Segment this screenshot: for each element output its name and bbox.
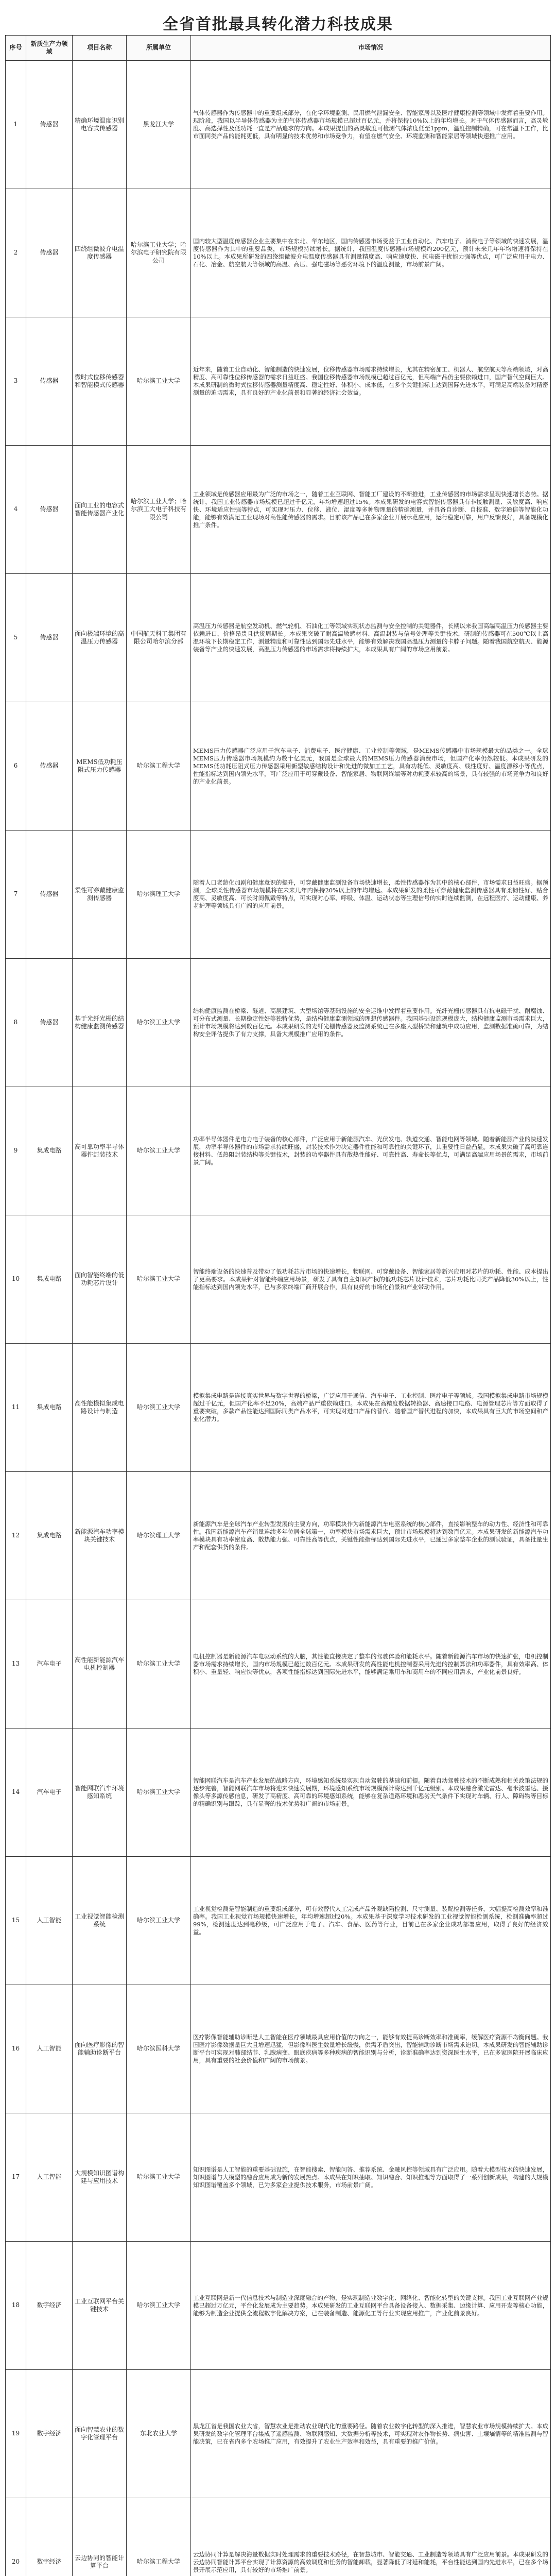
row-project-name: 面向极端环境的高温压力传感器 bbox=[73, 574, 127, 702]
row-number: 9 bbox=[6, 1087, 26, 1215]
row-field: 集成电路 bbox=[26, 1215, 73, 1344]
row-number: 7 bbox=[6, 831, 26, 959]
row-market-description: 黑龙江省是我国农业大省，智慧农业是推动农业现代化的重要路径。随着农业数字化转型的深入推进，智慧农业市场规模持续扩大。本成果研发的数字化管理平台集成了遥感监测、物联网感知、大数据分析等技术，可实现对农作物长势、病虫害、土壤墒情等的精准监测与智能决策，已在省内多个农场推广应用，有效提升了农业生产效率和效益，具有重要的推广价值。 bbox=[191, 2370, 551, 2498]
table-row bbox=[6, 1215, 551, 1344]
row-market-description: 医疗影像智能辅助诊断是人工智能在医疗领域最具应用价值的方向之一，能够有效提高诊断效率和准确率，缓解医疗资源不均衡问题。我国医疗影像数据量巨大且增速迅猛，但影像科医生数量增长缓慢，供需矛盾突出，智能辅助诊断市场需求迫切。本成果研发的智能辅助诊断平台可实现对肺部结节、乳腺病变、眼底疾病等多种疾病的智能识别与分析，诊断准确率达到资深医生水平，已在多家医院开展临床应用，具有重要的社会价值和广阔的市场前景。 bbox=[191, 1985, 551, 2113]
row-project-name: 面向医疗影像的智能辅助诊断平台 bbox=[73, 1985, 127, 2113]
header-field: 新质生产力领域 bbox=[26, 36, 73, 61]
row-project-name: 智能网联汽车环境感知系统 bbox=[73, 1728, 127, 1857]
row-unit: 哈尔滨工业大学 bbox=[127, 317, 191, 446]
row-field: 传感器 bbox=[26, 831, 73, 959]
row-field: 人工智能 bbox=[26, 2113, 73, 2242]
row-project-name: 工业视觉智能检测系统 bbox=[73, 1857, 127, 1985]
row-market-description: 电机控制器是新能源汽车电驱动系统的大脑，其性能直接决定了整车的驾驶体验和能耗水平。随着新能源汽车市场的快速扩张，电机控制器市场需求持续增长，国内市场规模已超过数百亿元。本成果研发的高性能电机控制器采用先进的控制算法和功率器件，具有效率高、体积小、重量轻、响应快等优点，各项性能指标达到国际先进水平，能够满足乘用车和商用车的不同应用需求，产业化前景良好。 bbox=[191, 1600, 551, 1728]
row-unit: 哈尔滨医科大学 bbox=[127, 1985, 191, 2113]
row-number: 18 bbox=[6, 2242, 26, 2370]
row-market-description: 知识图谱是人工智能的重要基础设施，在智能搜索、智能问答、推荐系统、金融风控等领域具有广泛应用。随着大模型技术的快速发展，知识图谱与大模型的融合应用成为新的发展热点。本成果在知识抽取、知识融合、知识推理等方面取得了一系列创新成果，构建的大规模知识图谱覆盖多个领域，已为多家企业提供技术服务，市场前景广阔。 bbox=[191, 2113, 551, 2242]
table-row bbox=[6, 574, 551, 702]
row-field: 人工智能 bbox=[26, 1985, 73, 2113]
row-field: 传感器 bbox=[26, 446, 73, 574]
row-field: 数字经济 bbox=[26, 2370, 73, 2498]
row-market-description: 国内较大型温度传感器企业主要集中在东北、华东地区，国内传感器市场受益于工业自动化、汽车电子、消费电子等领域的快速发展，温度传感器作为其中的重要品类，市场规模持续增长。据统计，我国温度传感器市场规模约200亿元，预计未来几年年均增速将保持在10%以上。本成果所研发的四绕组微波介电温度传感器具有测量精度高、响应速度快、抗电磁干扰能力强等优点，可广泛应用于电力、石化、冶金、航空航天等领域的高温、高压、强电磁场等恶劣环境下的温度测量，市场前景广阔。 bbox=[191, 189, 551, 317]
row-unit: 哈尔滨工业大学 bbox=[127, 1728, 191, 1857]
row-field: 传感器 bbox=[26, 317, 73, 446]
row-market-description: 工业互联网是新一代信息技术与制造业深度融合的产物，是实现制造业数字化、网络化、智能化转型的关键支撑。我国工业互联网产业规模已超过万亿元，平台化发展成为主要趋势。本成果研发的工业互联网平台具备设备接入、数据采集、边缘计算、应用开发等核心功能，能够为制造企业提供全流程数字化解决方案，已在装备制造、能源化工等行业实现应用推广，产业化前景良好。 bbox=[191, 2242, 551, 2370]
row-project-name: 新能源汽车功率模块关键技术 bbox=[73, 1472, 127, 1600]
row-unit: 哈尔滨工程大学 bbox=[127, 2498, 191, 2576]
row-field: 汽车电子 bbox=[26, 1600, 73, 1728]
row-market-description: 智能终端设备的快速普及带动了低功耗芯片市场的快速增长，物联网、可穿戴设备、智能家居等新兴应用对芯片的功耗、性能、成本提出了更高要求。本成果针对智能终端应用场景，研发了具有自主知识产权的低功耗芯片设计技术，芯片功耗比同类产品降低30%以上，性能指标达到国内领先水平，已与多家终端厂商开展合作，具有良好的市场化前景和产业带动作用。 bbox=[191, 1215, 551, 1344]
row-number: 16 bbox=[6, 1985, 26, 2113]
row-unit: 哈尔滨工业大学 bbox=[127, 1600, 191, 1728]
row-number: 17 bbox=[6, 2113, 26, 2242]
table-row bbox=[6, 2113, 551, 2242]
row-unit: 哈尔滨工业大学 bbox=[127, 1215, 191, 1344]
row-project-name: 基于光纤光栅的结构健康监测传感器 bbox=[73, 959, 127, 1087]
row-field: 传感器 bbox=[26, 574, 73, 702]
row-unit: 黑龙江大学 bbox=[127, 61, 191, 189]
row-market-description: 云边协同计算是解决海量数据实时处理需求的重要技术路径，在智慧城市、智能交通、工业制造等领域具有广泛应用前景。本成果研发的云边协同智能计算平台实现了计算资源的高效调度和任务的智能卸载，显著降低了时延和能耗，平台性能达到国内先进水平，已在多个场景开展示范应用，具有较好的市场推广前景。 bbox=[191, 2498, 551, 2576]
row-market-description: 随着人口老龄化加剧和健康意识的提升，可穿戴健康监测设备市场快速增长，柔性传感器作为其中的核心部件，市场需求日益旺盛。据预测，全球柔性传感器市场规模将在未来几年内保持20%以上的年均增速。本成果研发的柔性可穿戴健康监测传感器具有柔韧性好、贴合度高、灵敏度高、可长时间佩戴等特点，可实现对心率、呼吸、体温、运动状态等生理信号的实时连续监测，在远程医疗、运动健康、养老护理等领域具有广阔的应用前景。 bbox=[191, 831, 551, 959]
table-row bbox=[6, 1472, 551, 1600]
row-unit: 东北农业大学 bbox=[127, 2370, 191, 2498]
row-number: 10 bbox=[6, 1215, 26, 1344]
table-row bbox=[6, 2242, 551, 2370]
row-field: 数字经济 bbox=[26, 2498, 73, 2576]
row-unit: 哈尔滨工业大学 bbox=[127, 1087, 191, 1215]
table-header-row bbox=[6, 36, 551, 61]
row-unit: 哈尔滨工业大学 bbox=[127, 1857, 191, 1985]
row-number: 5 bbox=[6, 574, 26, 702]
row-market-description: 新能源汽车是全球汽车产业转型发展的主要方向，功率模块作为新能源汽车电驱系统的核心部件，直接影响整车的动力性、经济性和可靠性。我国新能源汽车产销量连续多年位居全球第一，功率模块市场需求巨大，预计市场规模将达到数百亿元。本成果研发的新能源汽车功率模块具有功率密度高、散热能力强、可靠性高等优点，关键性能指标达到国际先进水平，已通过多家整车企业的测试验证，具备批量生产和配套供货的条件。 bbox=[191, 1472, 551, 1600]
row-field: 集成电路 bbox=[26, 1087, 73, 1215]
row-project-name: 大规模知识图谱构建与应用技术 bbox=[73, 2113, 127, 2242]
row-field: 集成电路 bbox=[26, 1472, 73, 1600]
table-body bbox=[6, 61, 551, 2576]
row-field: 传感器 bbox=[26, 959, 73, 1087]
row-project-name: 工业互联网平台关键技术 bbox=[73, 2242, 127, 2370]
table-row bbox=[6, 317, 551, 446]
row-project-name: 高性能模拟集成电路设计与制造 bbox=[73, 1344, 127, 1472]
row-number: 15 bbox=[6, 1857, 26, 1985]
header-unit: 所属单位 bbox=[127, 36, 191, 61]
row-market-description: 工业视觉检测是智能制造的重要组成部分，可有效替代人工完成产品外观缺陷检测、尺寸测量、装配检测等任务，大幅提高检测效率和准确率。我国工业视觉市场规模快速增长，年均增速超过20%。本成果基于深度学习技术研发的工业视觉智能检测系统，检测准确率超过99%，检测速度达到毫秒级，可广泛应用于电子、汽车、食品、医药等行业，目前已在多家企业成功部署应用，取得了良好的经济效益。 bbox=[191, 1857, 551, 1985]
row-market-description: 近年来，随着工业自动化、智能制造的快速发展，位移传感器市场需求持续增长，尤其在精密加工、机器人、航空航天等高端领域，对高精度、高可靠性位移传感器的需求日益旺盛。我国位移传感器市场规模已超过百亿元，但高端产品仍主要依赖进口，国产替代空间巨大。本成果研制的微时式位移传感器测量精度高、稳定性好、体积小、成本低，在多个关键指标上达到国际先进水平，可满足高端装备对精密测量的迫切需求，具有良好的产业化前景和显著的经济社会效益。 bbox=[191, 317, 551, 446]
row-number: 6 bbox=[6, 702, 26, 831]
row-number: 8 bbox=[6, 959, 26, 1087]
row-project-name: MEMS低功耗压阻式压力传感器 bbox=[73, 702, 127, 831]
table-row bbox=[6, 2370, 551, 2498]
table-row bbox=[6, 1857, 551, 1985]
row-unit: 中国航天科工集团有限公司哈尔滨分部 bbox=[127, 574, 191, 702]
row-number: 2 bbox=[6, 189, 26, 317]
table-header bbox=[6, 36, 551, 61]
row-field: 传感器 bbox=[26, 702, 73, 831]
row-market-description: 工业领域是传感器应用最为广泛的市场之一，随着工业互联网、智能工厂建设的不断推进，工业传感器的市场需求呈现快速增长态势。据统计，我国工业传感器市场规模已超过千亿元，年均增速超过15%。本成果研发的电容式智能传感器具有非接触测量、灵敏度高、响应快、环境适应性强等特点，可实现对压力、位移、液位、湿度等多种物理量的精确测量，并具备自诊断、自校准、数字通信等智能化功能，能够有效满足工业现场对高性能传感器的需求。目前该产品已在多家企业开展示范应用，运行稳定可靠，用户反馈良好，具备规模化推广条件。 bbox=[191, 446, 551, 574]
row-field: 人工智能 bbox=[26, 1857, 73, 1985]
row-number: 20 bbox=[6, 2498, 26, 2576]
row-project-name: 云边协同的智能计算平台 bbox=[73, 2498, 127, 2576]
row-project-name: 微时式位移传感器和智能模式传感器 bbox=[73, 317, 127, 446]
header-project-name: 项目名称 bbox=[73, 36, 127, 61]
row-number: 13 bbox=[6, 1600, 26, 1728]
row-field: 数字经济 bbox=[26, 2242, 73, 2370]
row-field: 传感器 bbox=[26, 61, 73, 189]
row-project-name: 面向智能终端的低功耗芯片设计 bbox=[73, 1215, 127, 1344]
row-unit: 哈尔滨工业大学 bbox=[127, 2242, 191, 2370]
row-unit: 哈尔滨工业大学 bbox=[127, 2113, 191, 2242]
table-row bbox=[6, 61, 551, 189]
row-number: 11 bbox=[6, 1344, 26, 1472]
row-unit: 哈尔滨工业大学 bbox=[127, 959, 191, 1087]
row-field: 集成电路 bbox=[26, 1344, 73, 1472]
row-project-name: 面向工业的电容式智能传感器产业化 bbox=[73, 446, 127, 574]
row-number: 1 bbox=[6, 61, 26, 189]
page-title: 全省首批最具转化潜力科技成果 bbox=[163, 15, 393, 33]
row-market-description: 功率半导体器件是电力电子装备的核心部件，广泛应用于新能源汽车、光伏发电、轨道交通、智能电网等领域。随着新能源产业的快速发展，功率半导体器件的市场需求持续旺盛，封装技术作为决定器件性能和可靠性的关键环节，其重要性日益凸显。本成果突破了高可靠连接材料、低热阻封装结构等关键技术，封装的功率器件具有散热性能好、可靠性高、寿命长等优点，可满足高端应用场景的需求，市场前景广阔。 bbox=[191, 1087, 551, 1215]
row-market-description: 高温压力传感器是航空发动机、燃气轮机、石油化工等领域实现状态监测与安全控制的关键器件，长期以来我国高端高温压力传感器主要依赖进口，价格昂贵且供货周期长。本成果突破了耐高温敏感材料、高温封装与信号处理等关键技术，研制的传感器可在500℃以上高温环境下长期稳定工作，测量精度和可靠性达到国际先进水平，能够有效解决我国高温压力测量的卡脖子问题。随着我国航空航天、能源装备等产业的快速发展，高温压力传感器的市场需求将持续扩大，本成果具有广阔的市场应用前景。 bbox=[191, 574, 551, 702]
table-row bbox=[6, 1087, 551, 1215]
header-market: 市场情况 bbox=[191, 36, 551, 61]
row-number: 3 bbox=[6, 317, 26, 446]
table-row bbox=[6, 2498, 551, 2576]
table-row bbox=[6, 1344, 551, 1472]
row-market-description: 智能网联汽车是汽车产业发展的战略方向，环境感知系统是实现自动驾驶的基础和前提。随着自动驾驶技术的不断成熟和相关政策法规的逐步完善，智能网联汽车市场将迎来快速发展期，环境感知系统市场规模预计将达到千亿元级别。本成果融合激光雷达、毫米波雷达、摄像头等多源传感信息，研发了高精度、高可靠的环境感知系统，能够在复杂道路环境和恶劣天气条件下实现对车辆、行人、障碍物等目标的精确识别与跟踪，具有显著的技术优势和广阔的市场前景。 bbox=[191, 1728, 551, 1857]
table-row bbox=[6, 189, 551, 317]
row-field: 传感器 bbox=[26, 189, 73, 317]
row-number: 19 bbox=[6, 2370, 26, 2498]
table-row bbox=[6, 831, 551, 959]
row-field: 汽车电子 bbox=[26, 1728, 73, 1857]
table-row bbox=[6, 446, 551, 574]
row-project-name: 四绕组微波介电温度传感器 bbox=[73, 189, 127, 317]
achievements-table bbox=[5, 35, 551, 2576]
table-row bbox=[6, 1985, 551, 2113]
header-no: 序号 bbox=[6, 36, 26, 61]
row-market-description: 模拟集成电路是连接真实世界与数字世界的桥梁，广泛应用于通信、汽车电子、工业控制、医疗电子等领域。我国模拟集成电路市场规模超过千亿元，但国产化率不足20%，高端产品严重依赖进口。本成果在高精度数据转换器、高速接口电路、电源管理芯片等方面取得了重要突破，多款产品性能达到国际同类产品水平，可实现对进口产品的替代。随着国产替代进程的加快，本成果具有巨大的市场空间和产业化潜力。 bbox=[191, 1344, 551, 1472]
table-row bbox=[6, 1728, 551, 1857]
table-row bbox=[6, 702, 551, 831]
row-unit: 哈尔滨工业大学；哈尔滨电子研究院有限公司 bbox=[127, 189, 191, 317]
row-project-name: 高可靠功率半导体器件封装技术 bbox=[73, 1087, 127, 1215]
table-row bbox=[6, 1600, 551, 1728]
row-number: 4 bbox=[6, 446, 26, 574]
table-row bbox=[6, 959, 551, 1087]
row-unit: 哈尔滨理工大学 bbox=[127, 831, 191, 959]
row-unit: 哈尔滨工业大学；哈尔滨工大电子科技有限公司 bbox=[127, 446, 191, 574]
row-unit: 哈尔滨理工大学 bbox=[127, 1472, 191, 1600]
row-market-description: 气体传感器作为传感器中的重要组成部分，在化学环境监测、民用燃气泄漏安全、智能家居以及医疗健康检测等领域中发挥着重要作用。现阶段，我国以半导体传感器为主的气体传感器市场规模已超过百亿元，并将保持10%以上的年均增长。对于气体传感器而言，高灵敏度、高选择性及低功耗一直是产品追求的方向。本成果提出的高灵敏度可检测气体浓度低至1ppm，温度控制精确，可在常温下工作，比市面同类产品的能耗更低，具有明显的技术优势和市场竞争力，有望在燃气安全、环境监测和智能家居等领域快速推广应用。 bbox=[191, 61, 551, 189]
row-project-name: 面向智慧农业的数字化管理平台 bbox=[73, 2370, 127, 2498]
row-project-name: 精确环境温度识别电容式传感器 bbox=[73, 61, 127, 189]
row-unit: 哈尔滨工程大学 bbox=[127, 702, 191, 831]
row-market-description: MEMS压力传感器广泛应用于汽车电子、消费电子、医疗健康、工业控制等领域，是MEMS传感器中市场规模最大的品类之一。全球MEMS压力传感器市场规模约为数十亿美元，我国是全球最大的MEMS压力传感器消费市场，但国产化率仍然较低。本成果研发的MEMS低功耗压阻式压力传感器采用新型敏感结构设计和先进的微加工工艺，具有功耗低、灵敏度高、线性度好、温度漂移小等优点，性能指标达到国内领先水平，可广泛应用于可穿戴设备、智能家居、物联网终端等对功耗要求较高的场景，具有较强的市场竞争力和良好的产业化前景。 bbox=[191, 702, 551, 831]
row-project-name: 柔性可穿戴健康监测传感器 bbox=[73, 831, 127, 959]
row-number: 14 bbox=[6, 1728, 26, 1857]
row-project-name: 高性能新能源汽车电机控制器 bbox=[73, 1600, 127, 1728]
row-number: 12 bbox=[6, 1472, 26, 1600]
row-market-description: 结构健康监测在桥梁、隧道、高层建筑、大型场馆等基础设施的安全运维中发挥着重要作用。光纤光栅传感器具有抗电磁干扰、耐腐蚀、可分布式测量、长期稳定性好等独特优势，是结构健康监测领域的理想传感器件。我国基础设施规模庞大，结构健康监测市场需求巨大，预计市场规模将达到数百亿元。本成果研发的光纤光栅传感器及监测系统已在多座大型桥梁和建筑中成功应用，监测数据准确可靠，为结构安全评估提供了有力支撑，具备大规模推广应用的条件。 bbox=[191, 959, 551, 1087]
row-unit: 哈尔滨工业大学 bbox=[127, 1344, 191, 1472]
